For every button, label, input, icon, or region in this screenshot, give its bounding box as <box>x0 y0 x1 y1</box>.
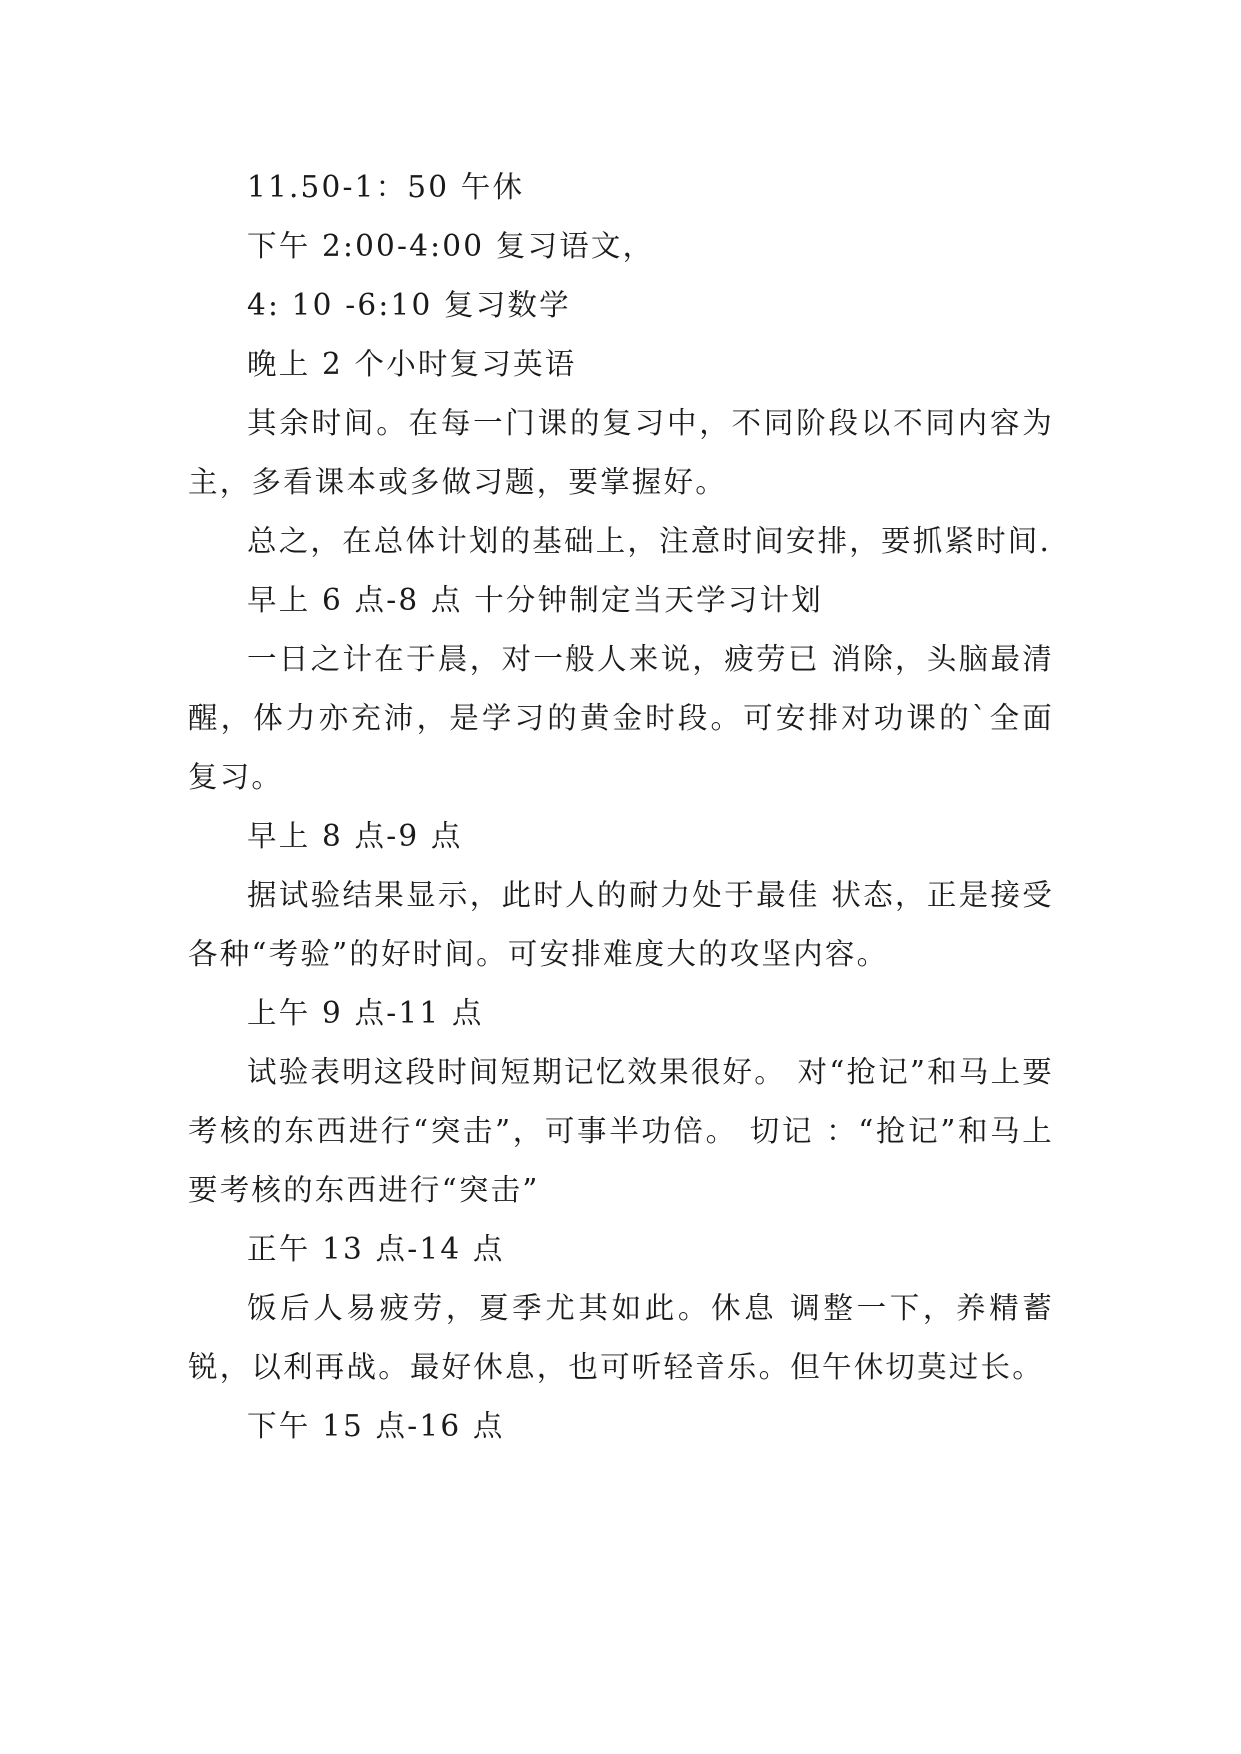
paragraph-lunch-break: 11.50-1：50 午休 <box>247 170 525 204</box>
heading-15-to-16: 下午 15 点-16 点 <box>247 1409 505 1443</box>
paragraph-math-review: 4: 10 -6:10 复习数学 <box>247 288 571 322</box>
paragraph-summary: 总之，在总体计划的基础上，注意时间安排，要抓紧时间. <box>247 524 1052 558</box>
paragraph-endurance-peak: 据试验结果显示，此时人的耐力处于最佳 状态，正是接受各种“考验”的好时间。可安排难度大的攻坚内容。 <box>188 878 1054 971</box>
heading-6-to-8: 早上 6 点-8 点 十分钟制定当天学习计划 <box>247 583 823 617</box>
document-body <box>188 158 1054 1456</box>
paragraph-afternoon-chinese: 下午 2:00-4:00 复习语文， <box>247 229 655 263</box>
paragraph-morning-review: 一日之计在于晨，对一般人来说，疲劳已 消除，头脑最清醒，体力亦充沛，是学习的黄金时段。可安排对功课的`全面复习。 <box>188 642 1054 794</box>
heading-13-to-14: 正午 13 点-14 点 <box>247 1232 505 1266</box>
paragraph-remaining-time: 其余时间。在每一门课的复习中，不同阶段以不同内容为主，多看课本或多做习题，要掌握好。 <box>188 406 1054 499</box>
heading-9-to-11: 上午 9 点-11 点 <box>247 996 484 1030</box>
paragraph-short-term-memory: 试验表明这段时间短期记忆效果很好。 对“抢记”和马上要考核的东西进行“突击”，可事半功倍。 切记 ：“抢记”和马上要考核的东西进行“突击” <box>188 1055 1054 1207</box>
heading-8-to-9: 早上 8 点-9 点 <box>247 819 463 853</box>
paragraph-evening-english: 晚上 2 个小时复习英语 <box>247 347 577 381</box>
paragraph-after-meal-rest: 饭后人易疲劳，夏季尤其如此。休息 调整一下，养精蓄锐，以利再战。最好休息，也可听轻音乐。但午休切莫过长。 <box>188 1291 1054 1384</box>
